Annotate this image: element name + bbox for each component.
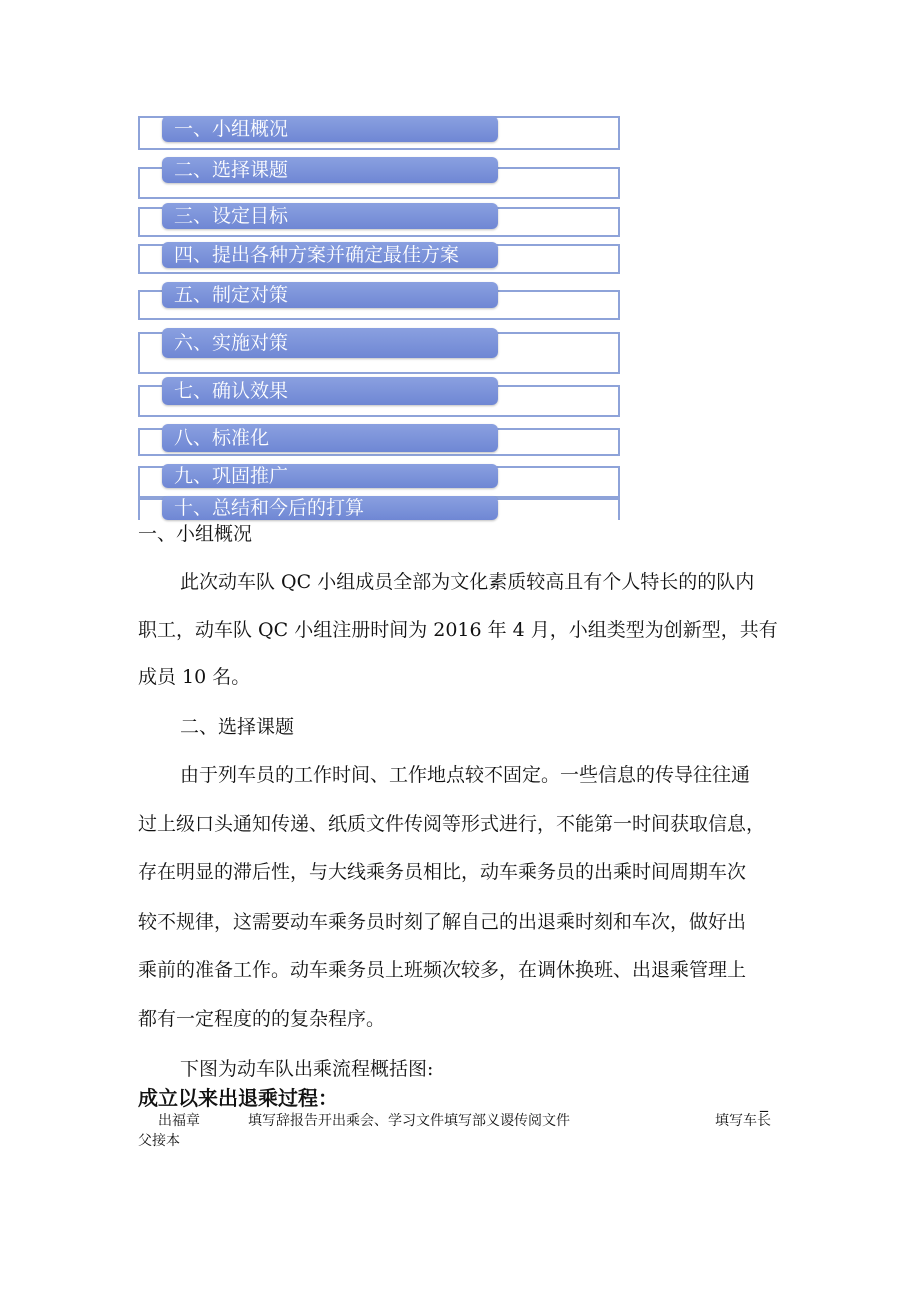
figure-intro: 下图为动车队出乘流程概括图: — [180, 1058, 434, 1080]
toc-pill — [162, 377, 498, 405]
flow-step: 填写辞报告开出乘会、学习文件填写部义谡传阅文件 — [248, 1113, 570, 1129]
paragraph-line: 由于列车员的工作时间、工作地点较不固定。一些信息的传导往往通 — [180, 764, 751, 786]
paragraph-line: 较不规律，这需要动车乘务员时刻了解自己的出退乘时刻和车次，做好出 — [138, 911, 747, 933]
flow-dash: _ — [760, 1093, 768, 1112]
toc-label: 三、设定目标 — [174, 205, 289, 227]
paragraph-line: 职工，动车队 QC 小组注册时间为 2016 年 4 月，小组类型为创新型，共有 — [138, 619, 778, 641]
toc-label: 四、提出各种方案并确定最佳方案 — [174, 244, 460, 266]
toc-pill — [162, 157, 498, 183]
paragraph-line: 此次动车队 QC 小组成员全部为文化素质较高且有个人特长的的队内 — [180, 571, 755, 593]
toc-label: 一、小组概况 — [174, 118, 289, 140]
toc-label: 九、巩固推广 — [174, 465, 289, 487]
paragraph-line: 都有一定程度的的复杂程序。 — [138, 1008, 386, 1030]
paragraph-line: 存在明显的滞后性，与大线乘务员相比，动车乘务员的出乘时间周期车次 — [138, 861, 747, 883]
toc-pill — [162, 328, 498, 358]
section-heading-1: 一、小组概况 — [138, 523, 253, 545]
toc-pill — [162, 282, 498, 308]
toc-pill — [162, 116, 498, 142]
flow-step: 出福章 — [158, 1113, 200, 1129]
paragraph-line: 成员 10 名。 — [138, 666, 251, 688]
paragraph-line: 乘前的准备工作。动车乘务员上班频次较多，在调休换班、出退乘管理上 — [138, 959, 747, 981]
toc-pill — [162, 496, 498, 520]
toc-label: 八、标准化 — [174, 427, 270, 449]
toc-label: 五、制定对策 — [174, 284, 289, 306]
flow-step: 填写车长 — [715, 1113, 771, 1129]
toc-label: 二、选择课题 — [174, 159, 289, 181]
toc-pill — [162, 242, 498, 268]
toc-diagram — [0, 0, 920, 520]
toc-pill — [162, 424, 498, 452]
toc-label: 十、总结和今后的打算 — [174, 497, 365, 519]
section-heading-2: 二、选择课题 — [180, 716, 295, 738]
toc-label: 七、确认效果 — [174, 380, 289, 402]
flow-title: 成立以来出退乘过程： — [138, 1086, 338, 1110]
toc-pill — [162, 203, 498, 229]
flow-step: 父接本 — [138, 1133, 180, 1149]
toc-label: 六、实施对策 — [174, 332, 289, 354]
paragraph-line: 过上级口头通知传递、纸质文件传阅等形式进行，不能第一时间获取信息， — [138, 813, 766, 835]
toc-pill — [162, 464, 498, 488]
